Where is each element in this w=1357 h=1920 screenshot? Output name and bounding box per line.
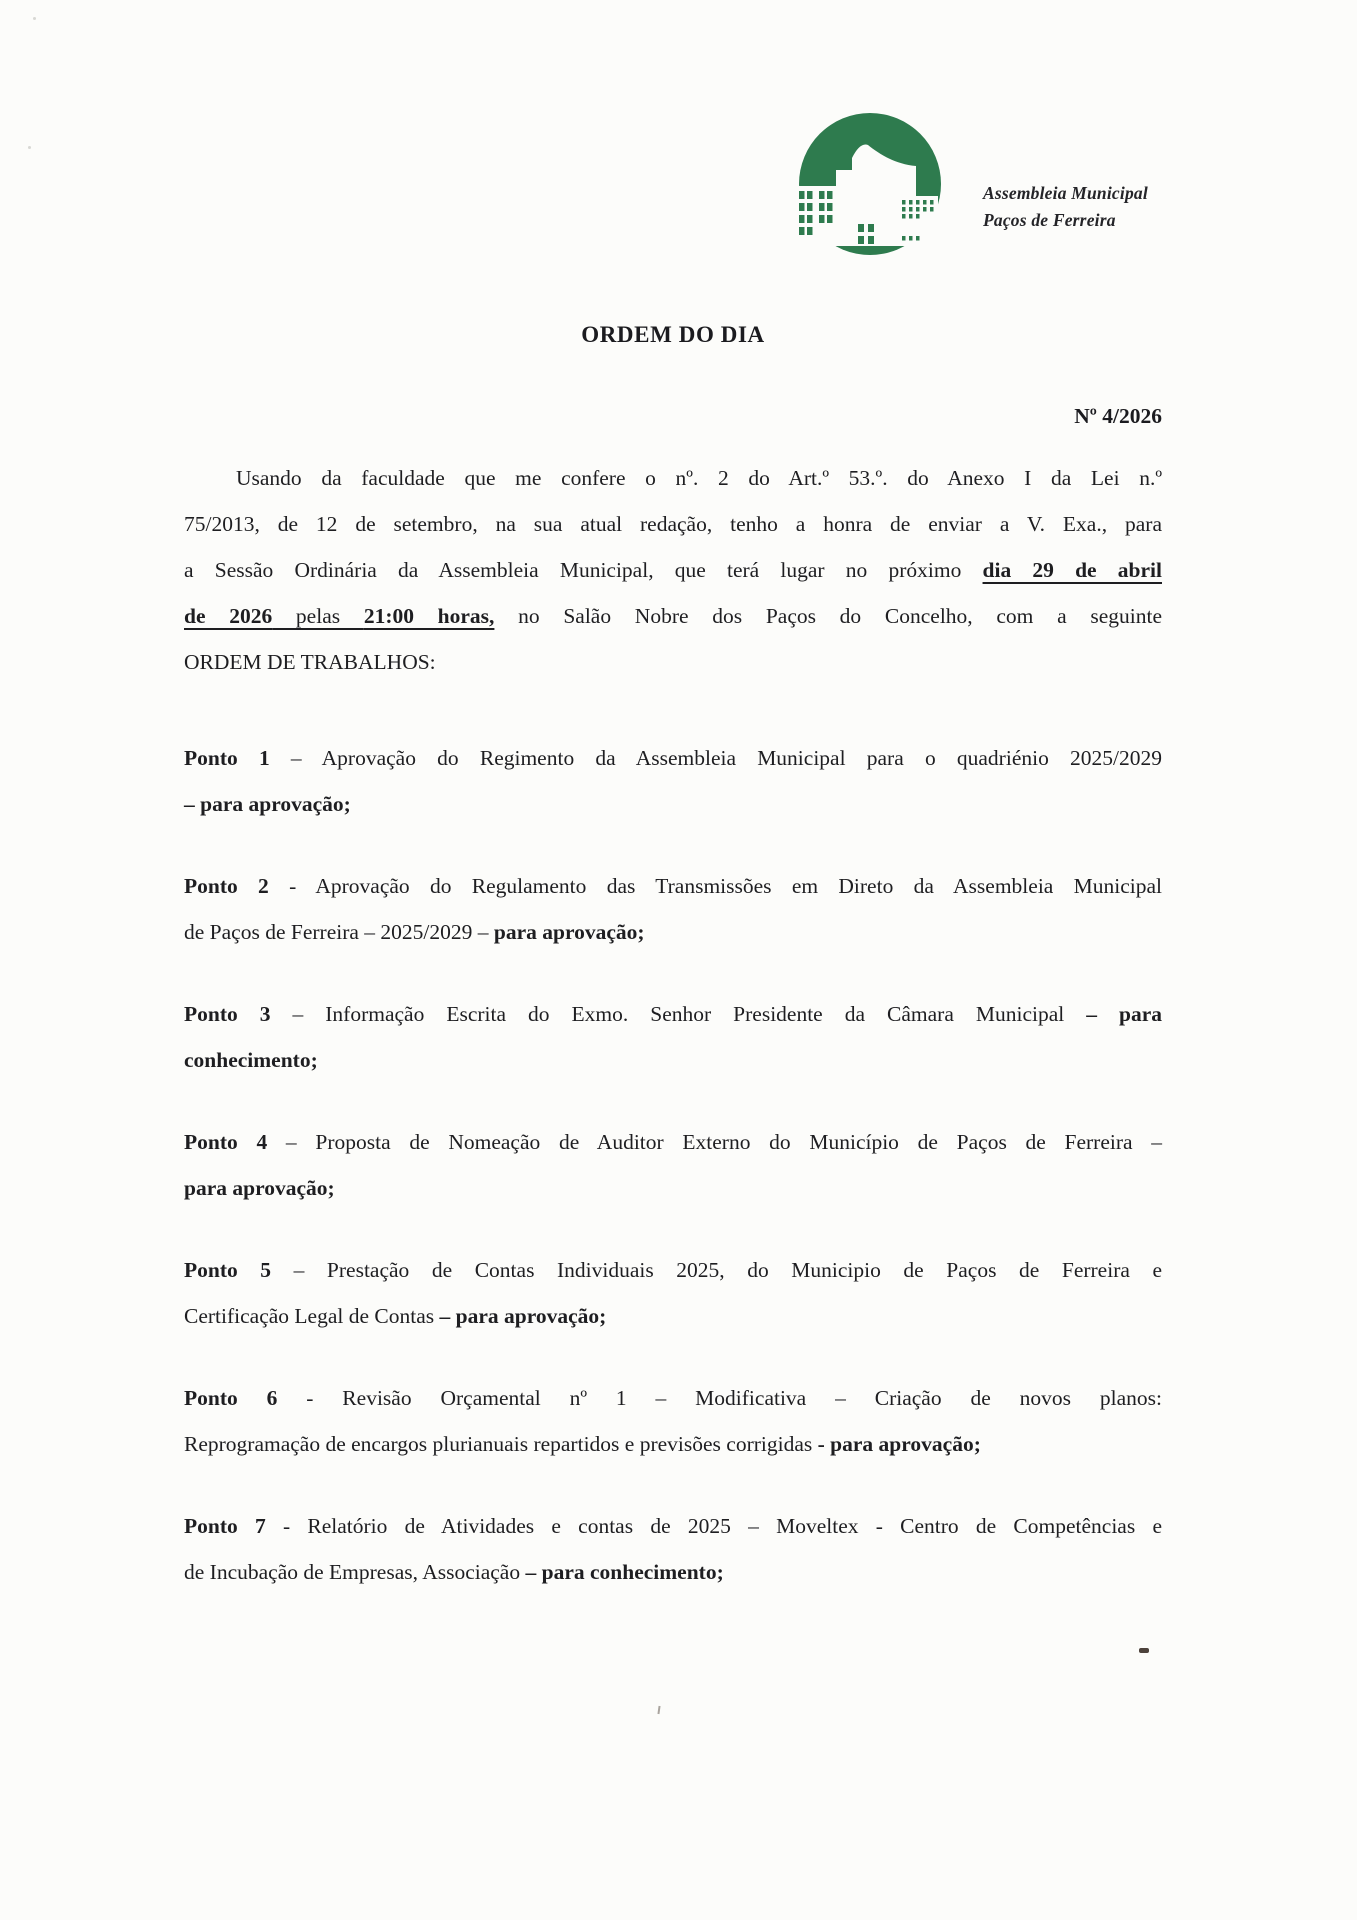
document-number: Nº 4/2026	[1074, 404, 1162, 428]
agenda-item-ponto-7	[184, 1503, 1162, 1595]
text-line: de 2026 pelas 21:00 horas, no Salão Nobre dos Paços do Concelho, com a seguinte	[184, 604, 1162, 628]
text-line: – para aprovação;	[184, 792, 351, 816]
text-line: para aprovação;	[184, 1176, 335, 1200]
text-line: conhecimento;	[184, 1048, 318, 1072]
scan-artifact-tick	[657, 1706, 660, 1714]
text-line: Ponto 4 – Proposta de Nomeação de Auditor Externo do Município de Paços de Ferreira –	[184, 1130, 1163, 1154]
agenda-item-ponto-3	[184, 991, 1162, 1083]
text-line: Ponto 7 - Relatório de Atividades e contas de 2025 – Moveltex - Centro de Competências e	[184, 1514, 1162, 1538]
text-line: Ponto 2 - Aprovação do Regulamento das Transmissões em Direto da Assembleia Municipal	[184, 874, 1162, 898]
logo-caption-line2: Paços de Ferreira	[983, 210, 1116, 230]
text-line: Usando da faculdade que me confere o nº. 2 do Art.º 53.º. do Anexo I da Lei n.º	[236, 466, 1162, 490]
text-line: de Paços de Ferreira – 2025/2029 – para aprovação;	[184, 920, 645, 944]
agenda-item-ponto-2	[184, 863, 1162, 955]
agenda-item-ponto-1	[184, 735, 1162, 827]
municipal-buildings-logo-icon	[788, 112, 953, 260]
document-title: ORDEM DO DIA	[581, 322, 765, 347]
text-line: Ponto 5 – Prestação de Contas Individuais 2025, do Municipio de Paços de Ferreira e	[184, 1258, 1162, 1282]
text-line: Ponto 3 – Informação Escrita do Exmo. Senhor Presidente da Câmara Municipal – para	[184, 1002, 1162, 1026]
scan-artifact-dash	[1139, 1648, 1149, 1653]
logo-caption-line1: Assembleia Municipal	[983, 183, 1148, 203]
text-line: ORDEM DE TRABALHOS:	[184, 650, 436, 674]
agenda-list	[184, 735, 1162, 1631]
text-line: Certificação Legal de Contas – para aprovação;	[184, 1304, 607, 1328]
agenda-item-ponto-6	[184, 1375, 1162, 1467]
scan-speck	[33, 17, 36, 20]
logo-caption	[983, 180, 1148, 234]
agenda-item-ponto-4	[184, 1119, 1162, 1211]
text-line: Ponto 6 - Revisão Orçamental nº 1 – Modificativa – Criação de novos planos:	[184, 1386, 1162, 1410]
text-line: Ponto 1 – Aprovação do Regimento da Assembleia Municipal para o quadriénio 2025/2029	[184, 746, 1162, 770]
text-line: de Incubação de Empresas, Associação – para conhecimento;	[184, 1560, 724, 1584]
text-line: Reprogramação de encargos plurianuais repartidos e previsões corrigidas - para aprovação;	[184, 1432, 981, 1456]
text-line: 75/2013, de 12 de setembro, na sua atual redação, tenho a honra de enviar a V. Exa., para	[184, 512, 1162, 536]
text-line: a Sessão Ordinária da Assembleia Municipal, que terá lugar no próximo dia 29 de abril	[184, 558, 1162, 582]
scan-speck	[28, 146, 31, 149]
intro-paragraph	[184, 455, 1162, 685]
agenda-item-ponto-5	[184, 1247, 1162, 1339]
